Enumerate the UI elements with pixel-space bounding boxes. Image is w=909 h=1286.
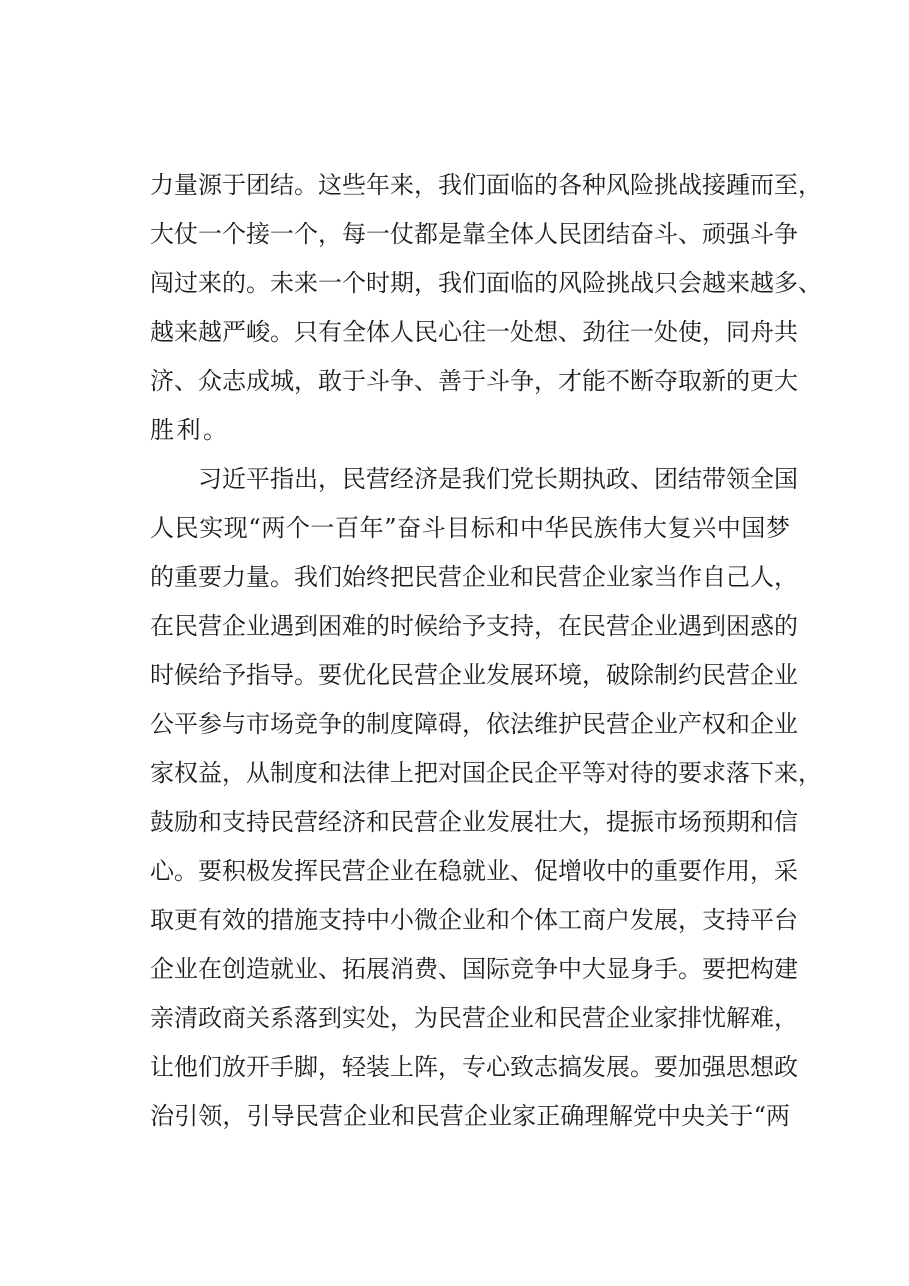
paragraph-2-line-4: 在民营企业遇到困难的时候给予支持，在民营企业遇到困惑的 xyxy=(150,612,798,640)
paragraph-2-line-11: 企业在创造就业、拓展消费、国际竞争中大显身手。要把构建 xyxy=(150,955,798,983)
paragraph-2-line-3: 的重要力量。我们始终把民营企业和民营企业家当作自己人， xyxy=(150,563,798,591)
paragraph-2-line-6: 公平参与市场竞争的制度障碍，依法维护民营企业产权和企业 xyxy=(150,710,798,738)
paragraph-1-line-2: 大仗一个接一个，每一仗都是靠全体人民团结奋斗、顽强斗争 xyxy=(150,220,798,248)
paragraph-1-line-5: 济、众志成城，敢于斗争、善于斗争，才能不断夺取新的更大 xyxy=(150,367,798,395)
paragraph-2-line-2: 人民实现“两个一百年”奋斗目标和中华民族伟大复兴中国梦 xyxy=(150,514,790,542)
paragraph-1-line-4: 越来越严峻。只有全体人民心往一处想、劲往一处使，同舟共 xyxy=(150,318,798,346)
paragraph-1-line-1: 力量源于团结。这些年来，我们面临的各种风险挑战接踵而至， xyxy=(150,171,822,199)
paragraph-2-line-12: 亲清政商关系落到实处，为民营企业和民营企业家排忧解难， xyxy=(150,1004,798,1032)
paragraph-2-line-8: 鼓励和支持民营经济和民营企业发展壮大，提振市场预期和信 xyxy=(150,808,798,836)
paragraph-2-line-14: 治引领，引导民营企业和民营企业家正确理解党中央关于“两 xyxy=(150,1102,790,1130)
paragraph-1-line-3: 闯过来的。未来一个时期，我们面临的风险挑战只会越来越多、 xyxy=(150,269,822,297)
paragraph-2-line-1: 习近平指出，民营经济是我们党长期执政、团结带领全国 xyxy=(198,465,798,493)
paragraph-2-line-7: 家权益，从制度和法律上把对国企民企平等对待的要求落下来， xyxy=(150,759,822,787)
paragraph-2-line-10: 取更有效的措施支持中小微企业和个体工商户发展，支持平台 xyxy=(150,906,798,934)
paragraph-1-line-6: 胜利。 xyxy=(150,416,230,444)
paragraph-2-line-13: 让他们放开手脚，轻装上阵，专心致志搞发展。要加强思想政 xyxy=(150,1053,798,1081)
paragraph-2-line-5: 时候给予指导。要优化民营企业发展环境，破除制约民营企业 xyxy=(150,661,798,689)
paragraph-2-line-9: 心。要积极发挥民营企业在稳就业、促增收中的重要作用，采 xyxy=(150,857,798,885)
